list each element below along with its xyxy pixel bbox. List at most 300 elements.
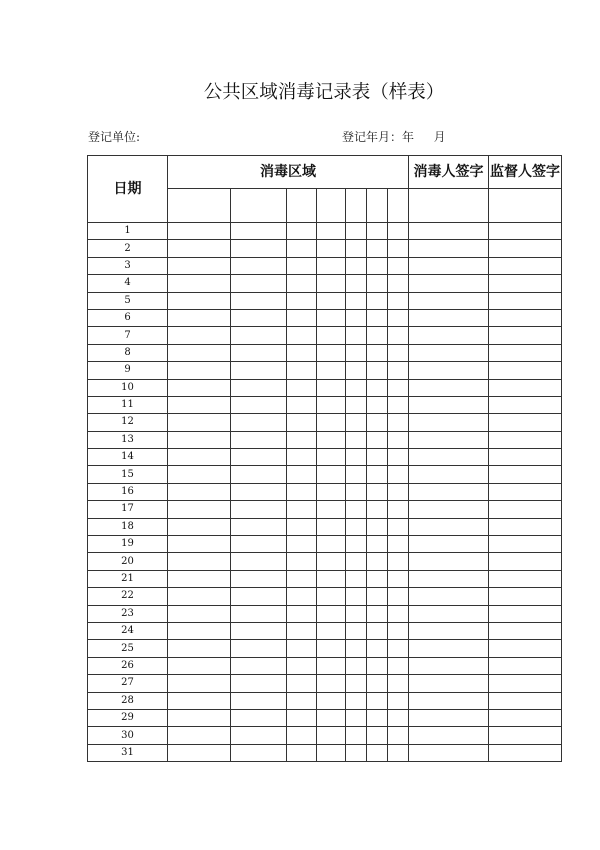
area-cell [346,275,367,292]
area-cell [317,518,346,535]
area-cell [388,223,409,240]
disinfector-signature-cell [409,483,489,500]
area-cell [317,431,346,448]
header-row [88,156,562,189]
area-cell [287,640,317,657]
area-cell [367,327,388,344]
area-cell [168,257,231,274]
area-cell [367,536,388,553]
area-cell [287,466,317,483]
disinfector-signature-subheader [409,189,489,223]
area-subcolumn-header [287,189,317,223]
area-cell [168,327,231,344]
disinfector-signature-cell [409,431,489,448]
area-cell [317,675,346,692]
area-cell [287,727,317,744]
date-cell: 9 [88,362,168,379]
area-cell [287,483,317,500]
area-cell [346,257,367,274]
table-row [88,379,562,396]
area-cell [231,675,287,692]
area-cell [388,344,409,361]
area-cell [346,518,367,535]
area-cell [367,362,388,379]
area-cell [231,292,287,309]
area-cell [287,292,317,309]
table-row [88,622,562,639]
area-cell [168,431,231,448]
table-row [88,657,562,674]
area-cell [317,536,346,553]
date-cell: 3 [88,257,168,274]
date-cell: 14 [88,449,168,466]
date-cell: 1 [88,223,168,240]
area-cell [388,362,409,379]
area-cell [388,396,409,413]
area-cell [346,431,367,448]
area-cell [367,518,388,535]
table-row [88,449,562,466]
area-cell [168,275,231,292]
area-cell [388,744,409,761]
area-cell [287,362,317,379]
table-row [88,344,562,361]
area-cell [367,483,388,500]
area-cell [388,692,409,709]
supervisor-signature-cell [489,483,562,500]
area-cell [287,588,317,605]
area-cell [388,588,409,605]
area-cell [231,466,287,483]
area-cell [388,379,409,396]
area-cell [231,553,287,570]
area-cell [231,744,287,761]
area-cell [388,727,409,744]
supervisor-signature-cell [489,588,562,605]
area-cell [168,536,231,553]
disinfector-signature-cell [409,414,489,431]
disinfection-area-header: 消毒区域 [168,156,409,189]
area-cell [317,292,346,309]
area-cell [231,657,287,674]
area-cell [367,709,388,726]
area-subcolumn-header [367,189,388,223]
area-cell [168,657,231,674]
area-cell [287,309,317,326]
area-cell [346,379,367,396]
area-cell [388,536,409,553]
area-cell [168,501,231,518]
area-cell [317,414,346,431]
area-cell [168,396,231,413]
area-cell [287,622,317,639]
area-cell [287,344,317,361]
supervisor-signature-cell [489,518,562,535]
supervisor-signature-cell [489,431,562,448]
area-cell [317,362,346,379]
area-cell [367,640,388,657]
table-row [88,605,562,622]
area-cell [317,327,346,344]
area-cell [388,327,409,344]
date-cell: 26 [88,657,168,674]
area-cell [168,692,231,709]
disinfector-signature-cell [409,362,489,379]
table-row [88,275,562,292]
disinfector-signature-cell [409,605,489,622]
area-cell [231,570,287,587]
date-cell: 17 [88,501,168,518]
table-row [88,466,562,483]
area-cell [346,657,367,674]
area-cell [367,257,388,274]
area-cell [346,588,367,605]
area-cell [231,518,287,535]
area-cell [317,622,346,639]
supervisor-signature-cell [489,379,562,396]
area-cell [346,536,367,553]
area-cell [168,466,231,483]
area-cell [317,657,346,674]
disinfector-signature-cell [409,518,489,535]
area-cell [168,727,231,744]
supervisor-signature-cell [489,275,562,292]
table-row [88,414,562,431]
area-cell [346,414,367,431]
area-cell [287,605,317,622]
supervisor-signature-cell [489,570,562,587]
date-cell: 30 [88,727,168,744]
table-row [88,327,562,344]
disinfection-record-table [87,155,562,762]
table-header [88,156,562,223]
area-cell [317,223,346,240]
area-cell [168,605,231,622]
disinfector-signature-cell [409,744,489,761]
area-cell [168,414,231,431]
supervisor-signature-cell [489,466,562,483]
form-title: 公共区域消毒记录表（样表） [203,82,445,103]
area-cell [231,640,287,657]
disinfector-signature-cell [409,622,489,639]
disinfector-signature-cell [409,327,489,344]
area-cell [168,570,231,587]
date-cell: 12 [88,414,168,431]
area-cell [287,553,317,570]
area-cell [346,309,367,326]
date-cell: 24 [88,622,168,639]
area-cell [346,327,367,344]
area-cell [317,501,346,518]
area-cell [346,344,367,361]
area-cell [287,501,317,518]
disinfector-signature-cell [409,692,489,709]
area-cell [346,223,367,240]
disinfector-signature-cell [409,501,489,518]
area-cell [388,709,409,726]
area-cell [367,675,388,692]
date-cell: 29 [88,709,168,726]
area-cell [317,275,346,292]
area-cell [346,640,367,657]
area-cell [388,292,409,309]
area-cell [367,553,388,570]
area-cell [168,709,231,726]
area-cell [231,344,287,361]
table-row [88,709,562,726]
table-row [88,570,562,587]
area-cell [346,553,367,570]
disinfector-signature-header: 消毒人签字 [409,156,489,189]
area-cell [367,379,388,396]
area-cell [168,744,231,761]
area-cell [388,275,409,292]
area-cell [388,501,409,518]
area-cell [346,466,367,483]
supervisor-signature-cell [489,223,562,240]
supervisor-signature-cell [489,727,562,744]
area-cell [287,675,317,692]
area-cell [231,727,287,744]
table-row [88,240,562,257]
area-cell [346,744,367,761]
area-cell [346,675,367,692]
date-cell: 23 [88,605,168,622]
table-row [88,692,562,709]
table-row [88,588,562,605]
area-cell [346,501,367,518]
area-cell [346,362,367,379]
supervisor-signature-cell [489,744,562,761]
area-cell [346,240,367,257]
area-cell [346,292,367,309]
supervisor-signature-cell [489,449,562,466]
area-cell [287,449,317,466]
area-cell [287,327,317,344]
table-row [88,292,562,309]
area-cell [367,223,388,240]
area-cell [231,275,287,292]
area-cell [287,431,317,448]
area-cell [367,657,388,674]
table-row [88,396,562,413]
supervisor-signature-cell [489,536,562,553]
disinfector-signature-cell [409,379,489,396]
table-row [88,309,562,326]
date-cell: 11 [88,396,168,413]
area-cell [231,327,287,344]
date-cell: 7 [88,327,168,344]
area-subcolumn-header [168,189,231,223]
registration-month-label: 登记年月：年 月 [342,130,446,144]
area-cell [367,466,388,483]
supervisor-signature-header: 监督人签字 [489,156,562,189]
area-cell [231,449,287,466]
area-cell [231,240,287,257]
area-cell [388,657,409,674]
table-row [88,675,562,692]
area-cell [317,553,346,570]
disinfector-signature-cell [409,309,489,326]
disinfector-signature-cell [409,223,489,240]
disinfector-signature-cell [409,449,489,466]
area-cell [231,588,287,605]
date-cell: 10 [88,379,168,396]
area-cell [168,588,231,605]
date-cell: 4 [88,275,168,292]
table-row [88,223,562,240]
table-row [88,518,562,535]
table-row [88,536,562,553]
area-cell [287,379,317,396]
supervisor-signature-cell [489,692,562,709]
supervisor-signature-cell [489,709,562,726]
area-cell [168,675,231,692]
area-cell [317,727,346,744]
area-cell [231,483,287,500]
supervisor-signature-cell [489,240,562,257]
area-subcolumn-header [388,189,409,223]
area-cell [231,414,287,431]
area-cell [388,257,409,274]
supervisor-signature-cell [489,640,562,657]
area-cell [287,257,317,274]
date-cell: 27 [88,675,168,692]
area-cell [367,396,388,413]
area-cell [367,240,388,257]
area-cell [231,257,287,274]
area-cell [168,553,231,570]
disinfector-signature-cell [409,466,489,483]
area-cell [168,362,231,379]
date-cell: 6 [88,309,168,326]
supervisor-signature-cell [489,344,562,361]
area-cell [388,605,409,622]
area-cell [388,449,409,466]
disinfector-signature-cell [409,588,489,605]
table-row [88,744,562,761]
area-cell [367,292,388,309]
area-cell [231,379,287,396]
area-cell [168,292,231,309]
area-cell [317,257,346,274]
area-cell [317,379,346,396]
supervisor-signature-cell [489,257,562,274]
supervisor-signature-cell [489,657,562,674]
area-cell [231,223,287,240]
date-cell: 8 [88,344,168,361]
area-cell [317,640,346,657]
area-cell [231,536,287,553]
area-cell [346,727,367,744]
area-cell [317,709,346,726]
date-cell: 2 [88,240,168,257]
area-cell [367,692,388,709]
table-row [88,501,562,518]
area-cell [168,449,231,466]
area-cell [168,223,231,240]
area-cell [317,692,346,709]
supervisor-signature-cell [489,501,562,518]
area-cell [388,483,409,500]
disinfector-signature-cell [409,709,489,726]
disinfector-signature-cell [409,553,489,570]
area-cell [287,657,317,674]
area-cell [367,414,388,431]
area-cell [317,309,346,326]
area-cell [388,518,409,535]
area-cell [346,605,367,622]
table-row [88,727,562,744]
area-cell [388,675,409,692]
area-cell [367,309,388,326]
area-cell [168,309,231,326]
supervisor-signature-cell [489,292,562,309]
area-cell [388,431,409,448]
area-cell [388,570,409,587]
area-cell [367,744,388,761]
supervisor-signature-cell [489,553,562,570]
area-cell [168,640,231,657]
area-cell [388,622,409,639]
area-cell [317,449,346,466]
area-cell [346,692,367,709]
area-cell [317,570,346,587]
area-cell [317,396,346,413]
area-cell [367,501,388,518]
area-cell [287,275,317,292]
table-row [88,257,562,274]
area-cell [287,414,317,431]
area-cell [346,709,367,726]
table-row [88,431,562,448]
area-cell [231,396,287,413]
date-header: 日期 [88,156,168,223]
table-row [88,553,562,570]
area-cell [287,744,317,761]
disinfector-signature-cell [409,570,489,587]
table-row [88,483,562,500]
area-cell [287,518,317,535]
area-cell [317,344,346,361]
area-cell [231,309,287,326]
registration-unit-label: 登记单位: [88,130,141,144]
area-cell [287,692,317,709]
area-cell [367,275,388,292]
date-cell: 28 [88,692,168,709]
area-cell [231,501,287,518]
area-cell [287,240,317,257]
area-cell [231,692,287,709]
disinfector-signature-cell [409,396,489,413]
area-subcolumn-header [231,189,287,223]
disinfector-signature-cell [409,344,489,361]
area-cell [388,466,409,483]
area-cell [168,518,231,535]
date-cell: 21 [88,570,168,587]
table-row [88,362,562,379]
disinfector-signature-cell [409,275,489,292]
area-cell [317,744,346,761]
area-cell [231,622,287,639]
area-cell [367,727,388,744]
area-cell [367,570,388,587]
date-cell: 25 [88,640,168,657]
area-cell [317,483,346,500]
area-cell [168,240,231,257]
area-cell [317,605,346,622]
area-cell [317,240,346,257]
